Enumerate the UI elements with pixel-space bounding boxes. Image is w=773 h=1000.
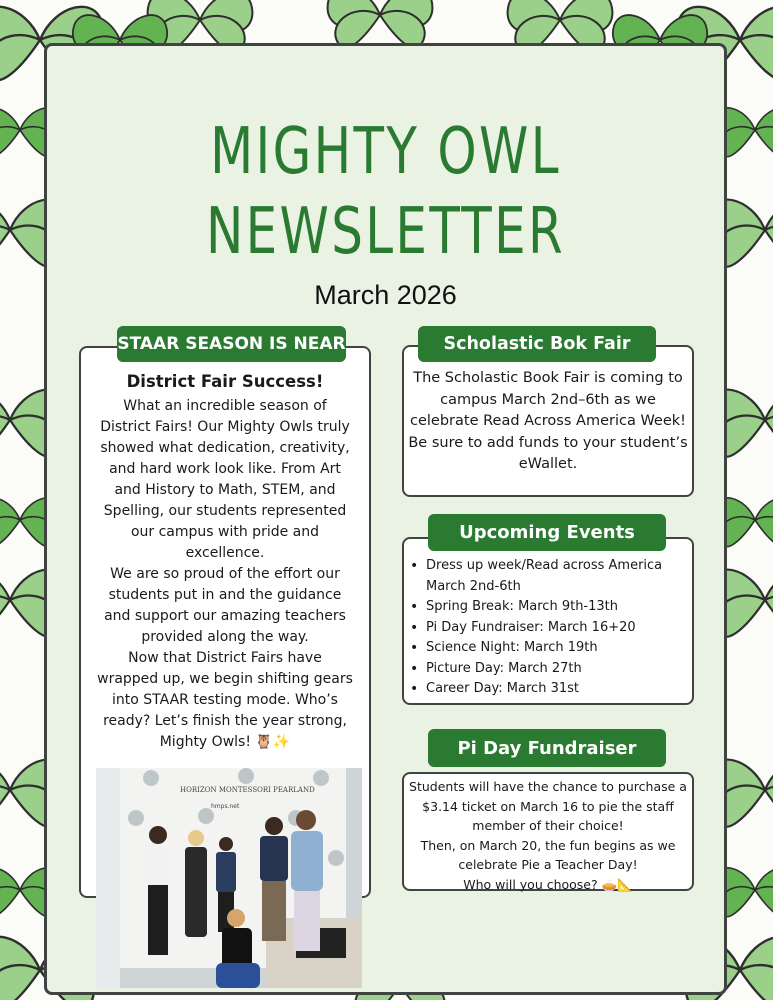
book-fair-label: Scholastic Bok Fair: [418, 326, 656, 362]
pi-day-body: [406, 777, 690, 894]
book-fair-body: [408, 368, 688, 476]
staar-paragraph-3: Now that District Fairs have wrapped up, we begin shifting gears into STAAR testing mode. Who’s ready? Let’s finish the year strong, Mighty Owls! 🦉✨: [97, 650, 353, 750]
pi-day-paragraph-3: Who will you choose? 🥧📐: [463, 876, 633, 892]
event-item: • Spring Break: March 9th-13th: [404, 597, 690, 618]
book-fair-paragraph-1: The Scholastic Book Fair is coming to campus March 2nd–6th as we celebrate Read Across America Week!: [410, 370, 686, 429]
staar-paragraph-1: What an incredible season of District Fairs! Our Mighty Owls truly showed what dedication, creativity, and hard work look like. From Art and History to Math, STEM, and Spelling, our students represented our campus with pride and excellence.: [100, 398, 350, 561]
staar-section-label: STAAR SEASON IS NEAR: [117, 326, 346, 362]
event-item: • Picture Day: March 27th: [404, 659, 690, 680]
staar-paragraph-2: We are so proud of the effort our students put in and the guidance and support our amazing teachers provided along the way.: [104, 566, 346, 645]
event-item: • Science Night: March 19th: [404, 638, 690, 659]
book-fair-paragraph-2: Be sure to add funds to your student’s eWallet.: [408, 434, 688, 472]
newsletter-date: March 2026: [314, 280, 457, 310]
district-fair-photo: [96, 768, 362, 988]
photo-backdrop-url: hmps.net: [211, 803, 240, 810]
staar-section-body: [96, 370, 354, 753]
pi-day-paragraph-2: Then, on March 20, the fun begins as we celebrate Pie a Teacher Day!: [420, 837, 676, 872]
photo-backdrop-school: HORIZON MONTESSORI PEARLAND: [180, 786, 315, 794]
upcoming-events-list: [404, 556, 690, 700]
newsletter-title-line1: MIGHTY OWL: [210, 115, 561, 189]
newsletter-title-line2: NEWSLETTER: [205, 195, 566, 269]
event-item: • Dress up week/Read across America March 2nd-6th: [404, 556, 690, 597]
pi-day-label: Pi Day Fundraiser: [428, 729, 666, 767]
event-item: • Pi Day Fundraiser: March 16+20: [404, 618, 690, 639]
district-fair-heading: District Fair Success!: [126, 372, 324, 391]
upcoming-events-label: Upcoming Events: [428, 514, 666, 551]
pi-day-paragraph-1: Students will have the chance to purchase a $3.14 ticket on March 16 to pie the staff member of their choice!: [409, 779, 687, 833]
event-item: • Career Day: March 31st: [404, 679, 690, 700]
